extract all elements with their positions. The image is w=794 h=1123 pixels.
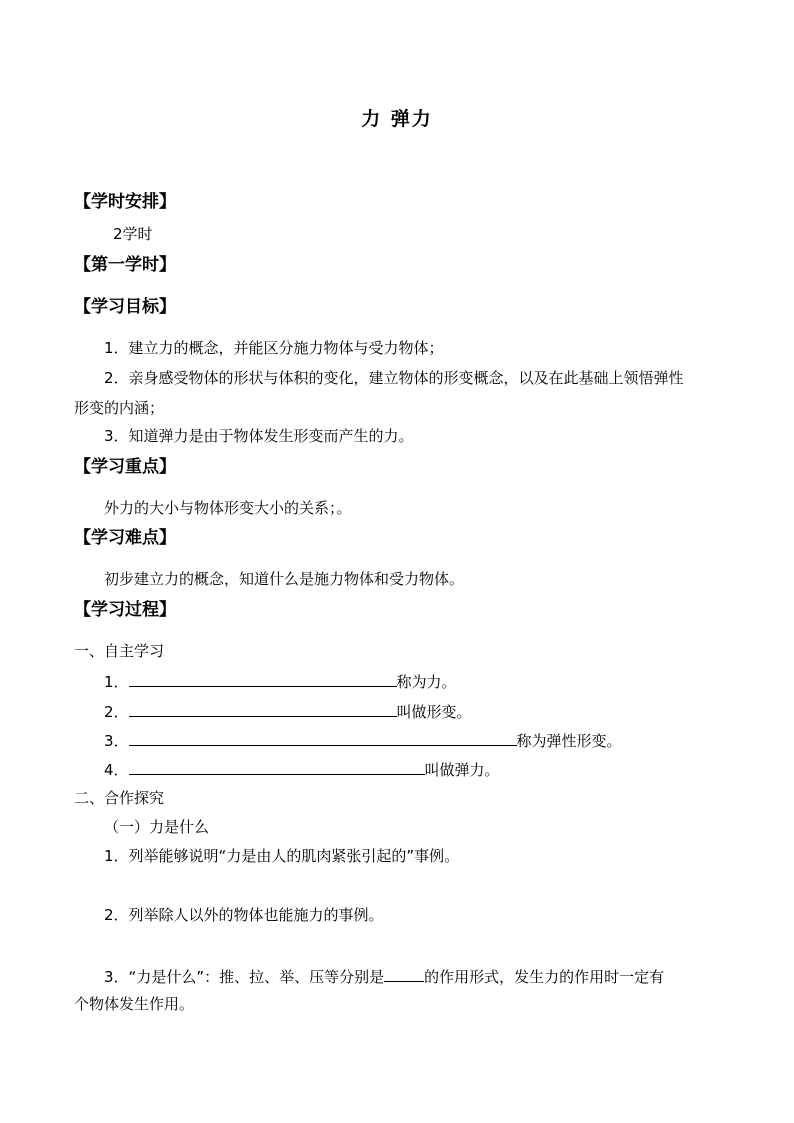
item-number: 4． bbox=[104, 761, 129, 779]
fill-blank-item bbox=[104, 670, 457, 692]
first-period-heading: 【第一学时】 bbox=[74, 255, 176, 275]
objectives-heading: 【学习目标】 bbox=[74, 297, 176, 317]
cooperation-title: 二、合作探究 bbox=[74, 789, 165, 807]
answer-blank[interactable] bbox=[129, 670, 397, 687]
fill-blank-item bbox=[104, 700, 472, 722]
question-2: 2．列举除人以外的物体也能施力的事例。 bbox=[104, 906, 384, 924]
item-suffix: 称为弹性形变。 bbox=[516, 732, 622, 750]
objective-item: 形变的内涵； bbox=[74, 399, 165, 417]
item-number: 1． bbox=[104, 673, 129, 691]
question-3 bbox=[104, 965, 664, 987]
cooperation-subtitle: （一）力是什么 bbox=[104, 818, 210, 836]
objective-item: 3．知道弹力是由于物体发生形变而产生的力。 bbox=[104, 427, 414, 445]
process-heading: 【学习过程】 bbox=[74, 600, 176, 620]
difficulties-heading: 【学习难点】 bbox=[74, 528, 176, 548]
key-points-heading: 【学习重点】 bbox=[74, 457, 176, 477]
item-number: 2． bbox=[104, 703, 129, 721]
answer-blank[interactable] bbox=[129, 758, 425, 775]
item-suffix: 叫做形变。 bbox=[396, 703, 472, 721]
objective-item: 1．建立力的概念，并能区分施力物体与受力物体； bbox=[104, 339, 444, 357]
objective-item: 2．亲身感受物体的形状与体积的变化，建立物体的形变概念，以及在此基础上领悟弹性 bbox=[104, 369, 684, 387]
schedule-value: 2学时 bbox=[113, 225, 153, 243]
key-points-text: 外力的大小与物体形变大小的关系；。 bbox=[104, 499, 352, 517]
answer-blank[interactable] bbox=[384, 965, 424, 982]
answer-blank[interactable] bbox=[129, 700, 397, 717]
question-3-suffix: 的作用形式，发生力的作用时一定有 bbox=[424, 968, 665, 986]
question-3-prefix: 3．“力是什么”：推、拉、举、压等分别是 bbox=[104, 968, 385, 986]
answer-blank[interactable] bbox=[129, 729, 517, 746]
fill-blank-item bbox=[104, 758, 500, 780]
question-1: 1．列举能够说明“力是由人的肌肉紧张引起的”事例。 bbox=[104, 847, 460, 865]
item-number: 3． bbox=[104, 732, 129, 750]
difficulties-text: 初步建立力的概念，知道什么是施力物体和受力物体。 bbox=[104, 570, 465, 588]
page-title: 力 弹力 bbox=[361, 108, 433, 130]
schedule-heading: 【学时安排】 bbox=[74, 192, 176, 212]
item-suffix: 称为力。 bbox=[396, 673, 457, 691]
question-3-continuation: 个物体发生作用。 bbox=[74, 995, 195, 1013]
item-suffix: 叫做弹力。 bbox=[424, 761, 500, 779]
self-study-title: 一、自主学习 bbox=[74, 642, 165, 660]
fill-blank-item bbox=[104, 729, 622, 751]
